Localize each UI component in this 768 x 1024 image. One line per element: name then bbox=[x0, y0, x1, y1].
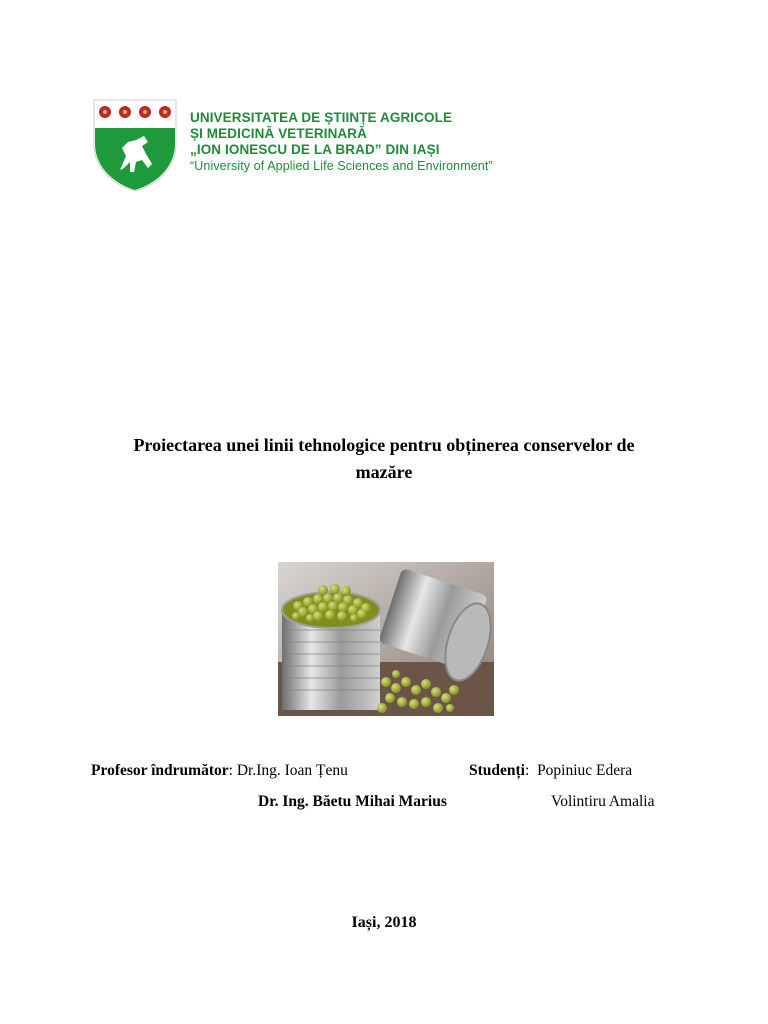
university-name-line1: UNIVERSITATEA DE ȘTIINȚE AGRICOLE bbox=[190, 110, 453, 125]
university-name bbox=[190, 110, 493, 174]
canned-peas-photo bbox=[278, 562, 494, 716]
university-english-name: “University of Applied Life Sciences and Environment” bbox=[190, 159, 493, 173]
student-name-1: Popiniuc Edera bbox=[537, 762, 633, 779]
supervisor-line-1 bbox=[91, 762, 348, 780]
students-colon: : bbox=[525, 762, 538, 779]
students-line-1 bbox=[469, 762, 632, 780]
place-and-year: Iași, 2018 bbox=[351, 914, 417, 931]
supervisor-name-2: Dr. Ing. Băetu Mihai Marius bbox=[258, 793, 447, 810]
document-title-line2: mazăre bbox=[355, 462, 413, 482]
supervisor-name-1: Dr.Ing. Ioan Țenu bbox=[236, 762, 348, 779]
students-label: Studenți bbox=[469, 762, 525, 779]
document-title bbox=[60, 432, 708, 486]
document-title-line1: Proiectarea unei linii tehnologice pentru obținerea conservelor de bbox=[133, 435, 635, 455]
supervisor-label: Profesor îndrumător bbox=[91, 762, 229, 779]
university-name-line3: „ION IONESCU DE LA BRAD” DIN IAȘI bbox=[190, 142, 440, 157]
student-name-2: Volintiru Amalia bbox=[551, 793, 655, 810]
supervisor-colon: : bbox=[228, 762, 237, 779]
university-name-line2: ȘI MEDICINĂ VETERINARĂ bbox=[190, 126, 367, 141]
university-crest-icon bbox=[92, 98, 178, 192]
